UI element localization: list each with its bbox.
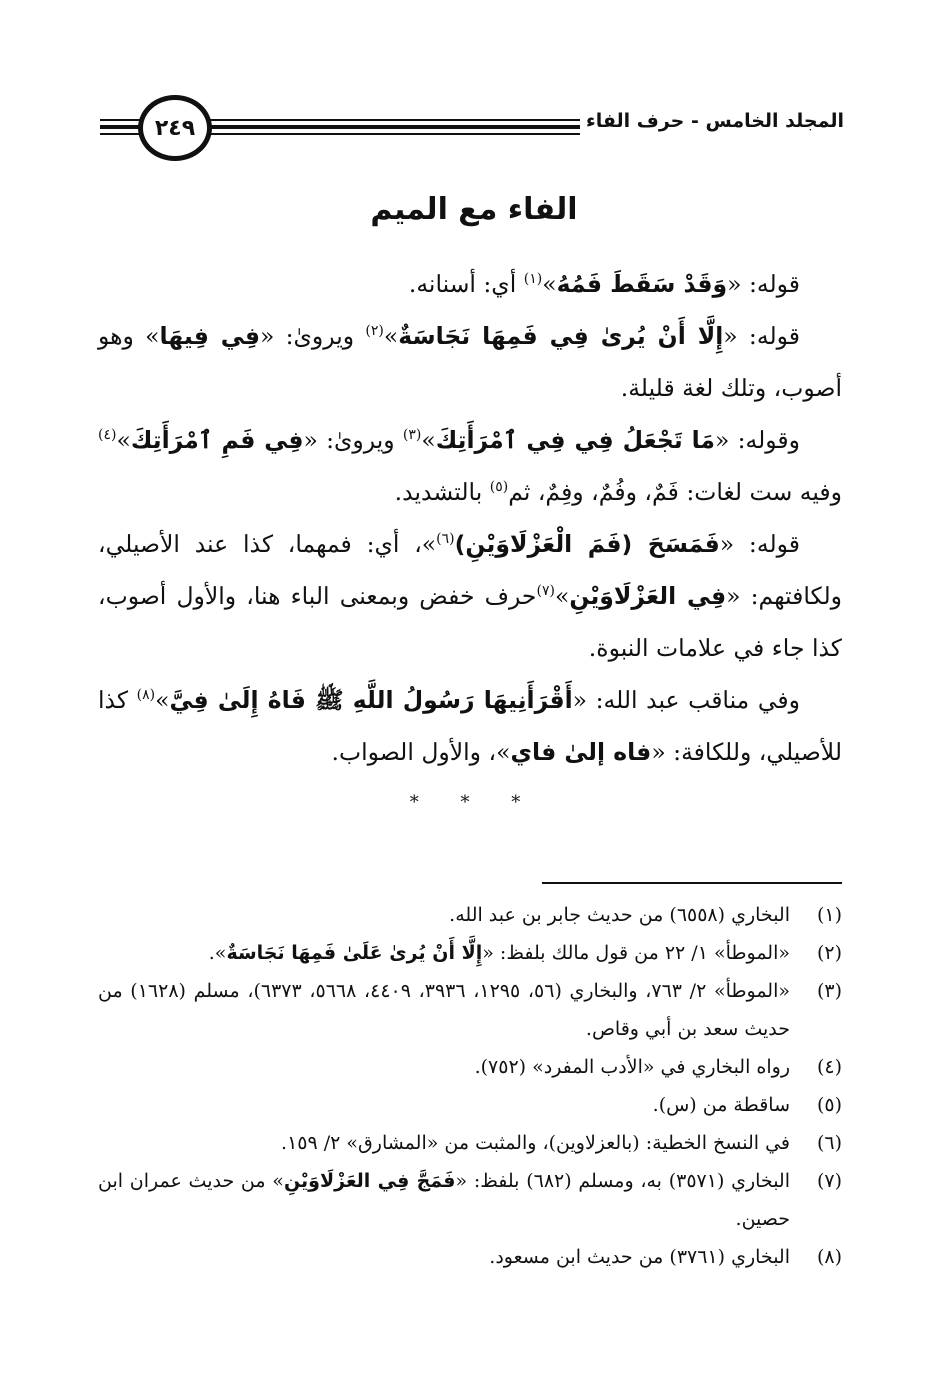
body-text bbox=[98, 258, 842, 778]
footnote-text: البخاري (٣٥٧١) به، ومسلم (٦٨٢) بلفظ: « bbox=[455, 1170, 791, 1192]
footnote-number: (٧) bbox=[816, 1170, 842, 1192]
footnote-quote: فَمَجَّ فِي العَزْلَاوَيْنِ bbox=[283, 1170, 456, 1192]
variant-quote: فاه إلىٰ فاي bbox=[510, 738, 652, 766]
footnote-divider bbox=[542, 882, 842, 884]
hadith-quote: وَقَدْ سَقَطَ فَمُهُ bbox=[556, 270, 728, 298]
hadith-quote: فَمَسَحَ (فَمَ الْعَزْلَاوَيْنِ) bbox=[454, 530, 720, 558]
paragraph: وفي مناقب عبد الله: «أَقْرَأَنِيهَا رَسُولُ اللَّهِ ﷺ فَاهُ إِلَىٰ فِيَّ»$^{(٨)}$ كذا للأصيلي، وللكافة: «فاه إلىٰ فاي»، والأول الصواب. bbox=[98, 686, 842, 766]
footnote-ref: (٣) bbox=[402, 427, 422, 444]
footnote bbox=[98, 1086, 842, 1124]
footnote-number: (١) bbox=[816, 904, 842, 926]
page-number: ٢٤٩ bbox=[138, 95, 212, 161]
hadith-quote: أَقْرَأَنِيهَا رَسُولُ اللَّهِ ﷺ فَاهُ إِلَىٰ فِيَّ bbox=[169, 686, 573, 714]
footnote: (٢) «الموطأ» ١/ ٢٢ من قول مالك بلفظ: «إِلَّا أَنْ يُرىٰ عَلَىٰ فَمِهَا نَجَاسَةٌ». bbox=[98, 934, 842, 972]
footnote-text: «الموطأ» ١/ ٢٢ من قول مالك بلفظ: « bbox=[482, 942, 790, 964]
footnote-text: في النسخ الخطية: (بالعزلاوين)، والمثبت من «المشارق» ٢/ ١٥٩. bbox=[281, 1132, 790, 1154]
footnote bbox=[98, 1238, 842, 1276]
footnote bbox=[98, 896, 842, 934]
section-separator: * * * bbox=[409, 792, 539, 813]
paragraph: وقوله: «مَا تَجْعَلُ فِي فِي ٱمْرَأَتِكَ»$^{(٣)}$ ويرویٰ: «فِي فَمِ ٱمْرَأَتِكَ»$^{(٤)}$ وفيه ست لغات: فَمٌ، وفُمٌ، وفِمٌ، ثم$^{(٥)}$ بالتشديد. bbox=[98, 426, 842, 506]
footnote-number: (٢) bbox=[816, 942, 842, 964]
running-title: المجلد الخامس - حرف الفاء bbox=[580, 107, 848, 135]
footnote-number: (٤) bbox=[816, 1056, 842, 1078]
footnote: (٧) البخاري (٣٥٧١) به، ومسلم (٦٨٢) بلفظ: «فَمَجَّ فِي العَزْلَاوَيْنِ» من حديث عمران ابن حصين. bbox=[98, 1162, 842, 1238]
footnote-number: (٦) bbox=[816, 1132, 842, 1154]
footnote-ref: (٢) bbox=[365, 323, 384, 340]
variant-quote: فِي العَزْلَاوَيْنِ bbox=[569, 582, 727, 610]
footnote-number: (٣) bbox=[816, 980, 842, 1002]
paragraph: قوله: «إِلَّا أَنْ يُرىٰ فِي فَمِهَا نَجَاسَةٌ»$^{(٢)}$ ويرویٰ: «فِي فِيهَا» وهو أصوب، وتلك لغة قليلة. bbox=[98, 322, 842, 402]
footnote-text: البخاري (٦٥٥٨) من حديث جابر بن عبد الله. bbox=[449, 904, 790, 926]
footnote bbox=[98, 1048, 842, 1086]
paragraph: قوله: «وَقَدْ سَقَطَ فَمُهُ»$^{(١)}$ أي: أسنانه. bbox=[408, 270, 800, 298]
footnote-ref: (٨) bbox=[136, 687, 156, 704]
footnote-text: «الموطأ» ٢/ ٧٦٣، والبخاري (٥٦، ١٢٩٥، ٣٩٣٦، ٤٤٠٩، ٥٦٦٨، ٦٣٧٣)، مسلم (١٦٢٨) من حديث سعد بن أبي وقاص. bbox=[98, 980, 791, 1040]
section-title: الفاء مع الميم bbox=[370, 192, 578, 227]
footnote bbox=[98, 1124, 842, 1162]
variant-quote: فِي فَمِ ٱمْرَأَتِكَ bbox=[130, 426, 304, 454]
footnote-ref: (٥) bbox=[489, 479, 509, 496]
footnote-text: البخاري (٣٧٦١) من حديث ابن مسعود. bbox=[489, 1246, 790, 1268]
footnote bbox=[98, 972, 842, 1048]
hadith-quote: إِلَّا أَنْ يُرىٰ فِي فَمِهَا نَجَاسَةٌ bbox=[398, 322, 724, 350]
footnote-number: (٥) bbox=[816, 1094, 842, 1116]
footnote-text: رواه البخاري في «الأدب المفرد» (٧٥٢). bbox=[474, 1056, 790, 1078]
hadith-quote: مَا تَجْعَلُ فِي فِي ٱمْرَأَتِكَ bbox=[435, 426, 715, 454]
footnote-number: (٨) bbox=[816, 1246, 842, 1268]
variant-quote: فِي فِيهَا bbox=[159, 322, 260, 350]
footnote-ref: (٧) bbox=[536, 583, 555, 600]
footnote-text: ساقطة من (س). bbox=[652, 1094, 790, 1116]
page-header bbox=[100, 95, 848, 165]
footnote-quote: إِلَّا أَنْ يُرىٰ عَلَىٰ فَمِهَا نَجَاسَةٌ bbox=[226, 942, 483, 964]
footnotes-list bbox=[98, 896, 842, 1276]
footnote-ref: (٤) bbox=[98, 427, 117, 444]
footnote-ref: (١) bbox=[523, 271, 543, 288]
footnote-ref: (٦) bbox=[436, 531, 455, 548]
paragraph: قوله: «فَمَسَحَ (فَمَ الْعَزْلَاوَيْنِ)$^{(٦)}$»، أي: فمهما، كذا عند الأصيلي، ولكافتهم: «فِي العَزْلَاوَيْنِ»$^{(٧)}$حرف خفض وبمعنى الباء هنا، والأول أصوب، كذا جاء في علامات النبوة. bbox=[98, 530, 843, 662]
